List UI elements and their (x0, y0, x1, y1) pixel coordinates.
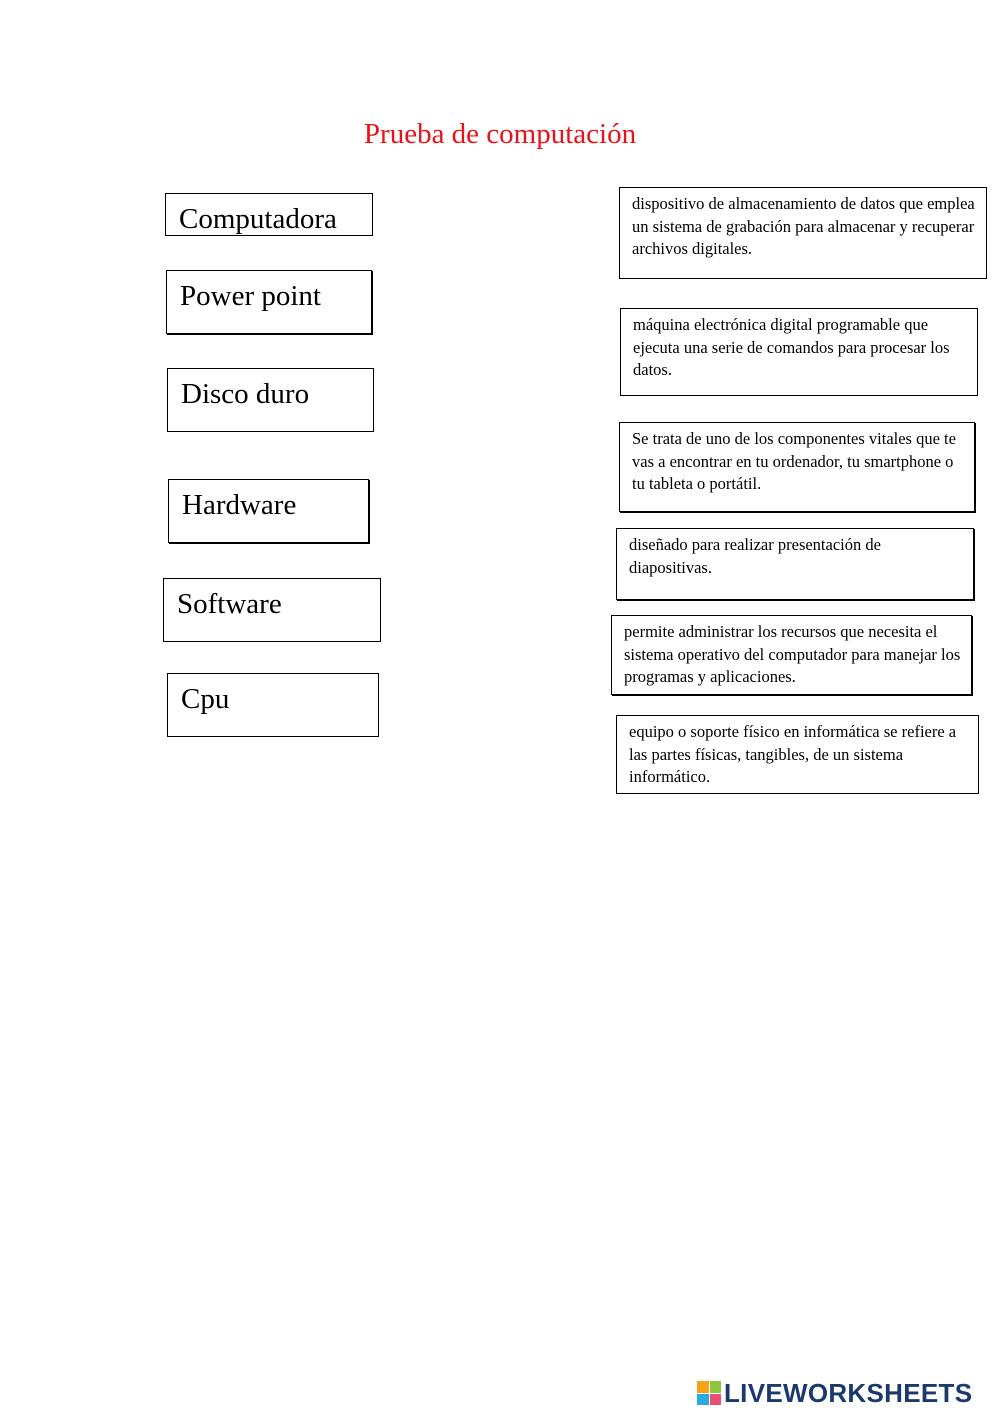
term-box-hardware[interactable] (168, 479, 369, 543)
definition-text: permite administrar los recursos que necesita el sistema operativo del computador para manejar los programas y aplicaciones. (624, 622, 961, 686)
term-box-power-point[interactable] (166, 270, 372, 334)
logo-tile (697, 1381, 709, 1393)
definition-text: Se trata de uno de los componentes vitales que te vas a encontrar en tu ordenador, tu smartphone o tu tableta o portátil. (632, 429, 956, 493)
logo-tile (710, 1394, 722, 1406)
definition-text: equipo o soporte físico en informática se refiere a las partes físicas, tangibles, de un sistema informático. (629, 722, 957, 786)
term-label: Software (177, 588, 282, 620)
definition-text: dispositivo de almacenamiento de datos que emplea un sistema de grabación para almacenar y recuperar archivos digitales. (632, 194, 975, 258)
term-box-software[interactable] (163, 578, 381, 642)
term-label: Disco duro (181, 378, 310, 410)
term-box-disco-duro[interactable] (167, 368, 374, 432)
definition-text: diseñado para realizar presentación de diapositivas. (629, 535, 881, 577)
liveworksheets-logo[interactable] (697, 1378, 972, 1408)
definition-box-4[interactable] (616, 528, 974, 600)
definition-text: máquina electrónica digital programable que ejecuta una serie de comandos para procesar los datos. (633, 315, 950, 379)
definition-box-1[interactable] (619, 187, 987, 279)
definition-box-5[interactable] (611, 615, 972, 695)
liveworksheets-logo-icon (697, 1381, 721, 1405)
term-label: Computadora (179, 203, 337, 235)
page-title: Prueba de computación (363, 118, 637, 150)
term-label: Cpu (181, 683, 230, 715)
term-box-computadora[interactable] (165, 193, 373, 236)
term-label: Hardware (182, 489, 297, 521)
definition-box-6[interactable] (616, 715, 979, 794)
term-label: Power point (180, 280, 321, 312)
logo-tile (710, 1381, 722, 1393)
logo-tile (697, 1394, 709, 1406)
term-box-cpu[interactable] (167, 673, 379, 737)
definition-box-3[interactable] (619, 422, 975, 512)
definition-box-2[interactable] (620, 308, 978, 396)
logo-text: LIVEWORKSHEETS (724, 1377, 973, 1408)
